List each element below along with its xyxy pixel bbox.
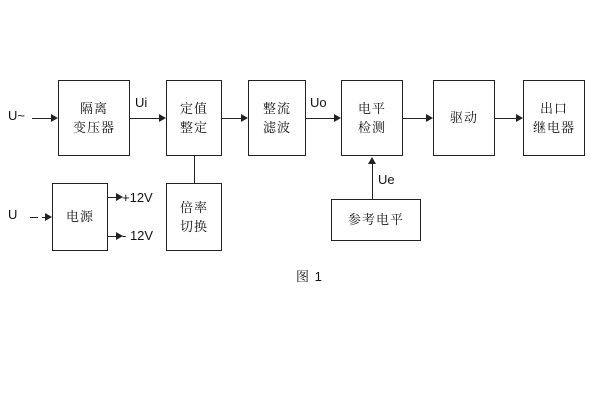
block-label-line1: 出口 (539, 100, 568, 116)
block-label-line1: 隔离 (79, 100, 108, 116)
block-drive (433, 80, 495, 156)
connector-level-to-drive (403, 118, 426, 119)
block-label-line2: 继电器 (532, 120, 575, 135)
block-multiplier-switch (166, 183, 222, 251)
connector-drive-to-relay (495, 118, 516, 119)
arrowhead-power-minus12v (116, 232, 123, 240)
block-label-line1: 整流 (262, 100, 291, 116)
block-label-line1: 倍率 (179, 199, 208, 215)
arrowhead-reference-to-level (368, 157, 376, 164)
connector-reference-to-level (372, 164, 373, 199)
block-label-line2: 整定 (179, 120, 208, 135)
label-plus-12v: +12V (122, 190, 153, 205)
label-ue: Ue (378, 172, 395, 187)
connector-isolation-to-setting (130, 118, 159, 119)
label-input-ac: U~ (8, 108, 25, 123)
connector-setting-to-rectify (222, 118, 241, 119)
connector-input-to-isolation (32, 118, 51, 119)
arrowhead-rectify-to-level (334, 114, 341, 122)
block-fixed-value-setting (166, 80, 222, 156)
block-label-line2: 变压器 (72, 120, 115, 135)
connector-input-dc-seg1 (30, 217, 38, 218)
label-input-dc: U (8, 207, 18, 222)
block-label-line1: 定值 (179, 100, 208, 116)
block-rectify-filter (248, 80, 306, 156)
arrowhead-isolation-to-setting (159, 114, 166, 122)
block-label-line2: 切换 (179, 219, 208, 234)
connector-multiplier-to-setting (194, 156, 195, 183)
block-reference-level (331, 199, 421, 241)
block-level-detection (341, 80, 403, 156)
block-label-line1: 电源 (65, 209, 94, 225)
arrowhead-drive-to-relay (516, 114, 523, 122)
label-uo: Uo (310, 95, 327, 110)
connector-rectify-to-level (306, 118, 334, 119)
arrowhead-input-to-isolation (51, 114, 58, 122)
block-label-line1: 参考电平 (347, 212, 404, 228)
label-ui: Ui (135, 95, 148, 110)
figure-caption: 图 1 (296, 269, 323, 284)
block-label-line1: 驱动 (449, 110, 478, 126)
arrowhead-input-dc-to-power (45, 213, 52, 221)
arrowhead-power-plus12v (116, 193, 123, 201)
block-label-line2: 滤波 (262, 120, 291, 135)
arrowhead-level-to-drive (426, 114, 433, 122)
block-power-supply (52, 183, 108, 251)
block-label-line1: 电平 (357, 100, 386, 116)
block-isolation-transformer (58, 80, 130, 156)
label-minus-12v: - 12V (122, 228, 154, 243)
block-output-relay (523, 80, 585, 156)
arrowhead-setting-to-rectify (241, 114, 248, 122)
block-label-line2: 检测 (357, 120, 386, 135)
